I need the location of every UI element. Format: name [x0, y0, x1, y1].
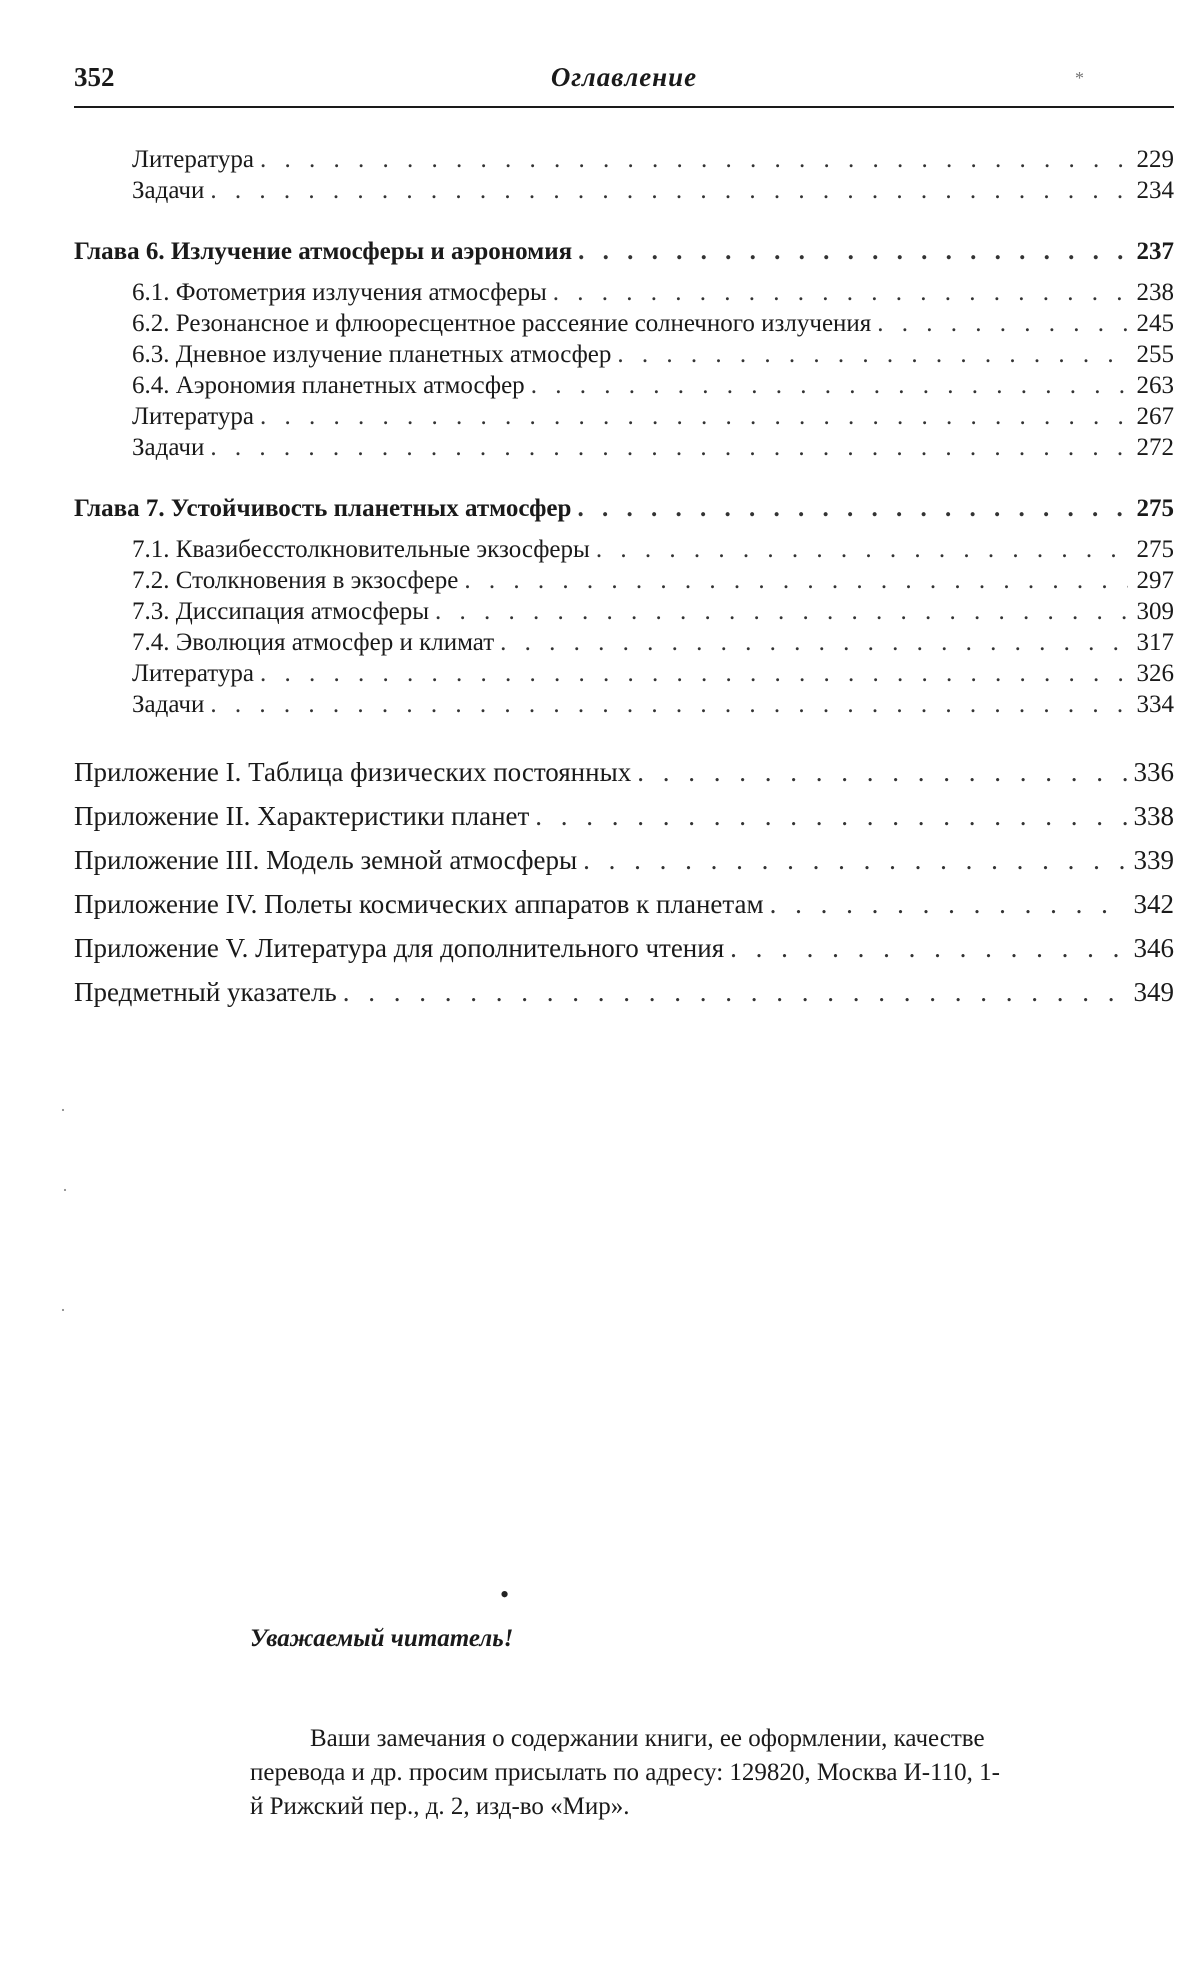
toc-appendix — [74, 882, 1174, 926]
toc-entry-text: Задачи — [132, 177, 205, 204]
toc-entry-page: 326 — [1136, 660, 1174, 687]
toc-appendix — [74, 750, 1174, 794]
leader-dots — [464, 565, 1128, 596]
leader-dots — [617, 339, 1128, 370]
leader-dots — [770, 882, 1128, 926]
table-of-contents — [74, 144, 1174, 1014]
leader-dots — [596, 534, 1128, 565]
toc-entry — [74, 627, 1174, 658]
toc-appendix — [74, 926, 1174, 970]
toc-entry — [74, 339, 1174, 370]
appendix-page: 342 — [1133, 889, 1174, 919]
toc-entry-page: 267 — [1136, 403, 1174, 430]
toc-entry-text: 7.2. Столкновения в экзосфере — [132, 567, 459, 594]
leader-dots — [210, 175, 1128, 206]
scan-speck: · — [60, 1300, 66, 1320]
leader-dots — [210, 689, 1128, 720]
notice-body: Ваши замечания о содержании книги, ее оформлении, качестве перевода и др. просим присылать по адресу: 129820, Москва И-110, 1-й Рижский пер., д. 2, изд-во «Мир». — [250, 1725, 1000, 1820]
appendix-title: Приложение IV. Полеты космических аппаратов к планетам — [74, 889, 764, 919]
toc-entry-page: 334 — [1136, 691, 1174, 718]
corner-mark: * — [1075, 68, 1084, 88]
toc-entry-text: 7.4. Эволюция атмосфер и климат — [132, 629, 495, 656]
toc-entry-page: 297 — [1136, 567, 1174, 594]
appendix-title: Приложение I. Таблица физических постоянных — [74, 757, 632, 787]
appendix-title: Приложение II. Характеристики планет — [74, 801, 530, 831]
toc-entry-text: 7.1. Квазибесстолкновительные экзосферы — [132, 536, 590, 563]
toc-entry — [74, 277, 1174, 308]
page-number: 352 — [74, 62, 115, 92]
toc-entry — [74, 144, 1174, 175]
header-rule — [74, 106, 1174, 108]
scan-speck: · — [62, 1180, 68, 1200]
toc-entry — [74, 432, 1174, 463]
chapter-page: 275 — [1136, 495, 1174, 522]
appendix-page: 338 — [1133, 801, 1174, 831]
toc-entry-page: 245 — [1136, 310, 1174, 337]
toc-entry-page: 255 — [1136, 341, 1174, 368]
appendix-title: Приложение V. Литература для дополнительного чтения — [74, 933, 725, 963]
toc-subject-index — [74, 970, 1174, 1014]
toc-entry-page: 234 — [1136, 177, 1174, 204]
toc-entry-page: 309 — [1136, 598, 1174, 625]
leader-dots — [260, 144, 1128, 175]
toc-entry-page: 272 — [1136, 434, 1174, 461]
scan-speck: · — [60, 1100, 66, 1120]
appendix-page: 339 — [1133, 845, 1174, 875]
toc-entry-text: 6.4. Аэрономия планетных атмосфер — [132, 372, 525, 399]
leader-dots — [877, 308, 1128, 339]
leader-dots — [343, 970, 1128, 1014]
toc-entry — [74, 596, 1174, 627]
toc-entry — [74, 689, 1174, 720]
toc-entry-page: 317 — [1136, 629, 1174, 656]
toc-entry — [74, 534, 1174, 565]
leader-dots — [435, 596, 1128, 627]
leader-dots — [637, 750, 1127, 794]
toc-entry-text: Литература — [132, 146, 254, 173]
toc-entry-text: 6.3. Дневное излучение планетных атмосфер — [132, 341, 612, 368]
leader-dots — [577, 493, 1128, 524]
leader-dots — [583, 838, 1127, 882]
toc-entry-text: Литература — [132, 660, 254, 687]
leader-dots — [260, 401, 1128, 432]
page-header — [74, 62, 1174, 106]
appendix-page: 336 — [1133, 757, 1174, 787]
toc-entry-page: 229 — [1136, 146, 1174, 173]
toc-entry — [74, 308, 1174, 339]
scan-speck: • — [500, 1580, 510, 1609]
leader-dots — [553, 277, 1128, 308]
toc-entry — [74, 401, 1174, 432]
toc-entry-page: 238 — [1136, 279, 1174, 306]
toc-appendix — [74, 794, 1174, 838]
chapter-title: Глава 6. Излучение атмосферы и аэрономия — [74, 238, 573, 265]
leader-dots — [578, 236, 1128, 267]
leader-dots — [730, 926, 1127, 970]
toc-entry — [74, 370, 1174, 401]
toc-chapter-7 — [74, 493, 1174, 524]
toc-entry-text: Литература — [132, 403, 254, 430]
toc-appendix — [74, 838, 1174, 882]
appendix-title: Предметный указатель — [74, 977, 337, 1007]
leader-dots — [535, 794, 1127, 838]
leader-dots — [210, 432, 1128, 463]
toc-entry-text: 6.2. Резонансное и флюоресцентное рассеяние солнечного излучения — [132, 310, 872, 337]
notice-title: Уважаемый читатель! — [250, 1625, 514, 1652]
toc-entry — [74, 565, 1174, 596]
reader-notice — [250, 1722, 1010, 1824]
appendix-page: 349 — [1133, 977, 1174, 1007]
leader-dots — [531, 370, 1128, 401]
toc-entry — [74, 658, 1174, 689]
running-title: Оглавление — [550, 62, 698, 92]
appendix-title: Приложение III. Модель земной атмосферы — [74, 845, 578, 875]
toc-entry-text: Задачи — [132, 434, 205, 461]
toc-entry — [74, 175, 1174, 206]
leader-dots — [500, 627, 1128, 658]
toc-entry-page: 275 — [1136, 536, 1174, 563]
leader-dots — [260, 658, 1128, 689]
chapter-page: 237 — [1136, 238, 1174, 265]
toc-entry-page: 263 — [1136, 372, 1174, 399]
appendix-page: 346 — [1133, 933, 1174, 963]
toc-entry-text: 7.3. Диссипация атмосферы — [132, 598, 430, 625]
toc-chapter-6 — [74, 236, 1174, 267]
chapter-title: Глава 7. Устойчивость планетных атмосфер — [74, 495, 572, 522]
toc-entry-text: Задачи — [132, 691, 205, 718]
toc-entry-text: 6.1. Фотометрия излучения атмосферы — [132, 279, 547, 306]
